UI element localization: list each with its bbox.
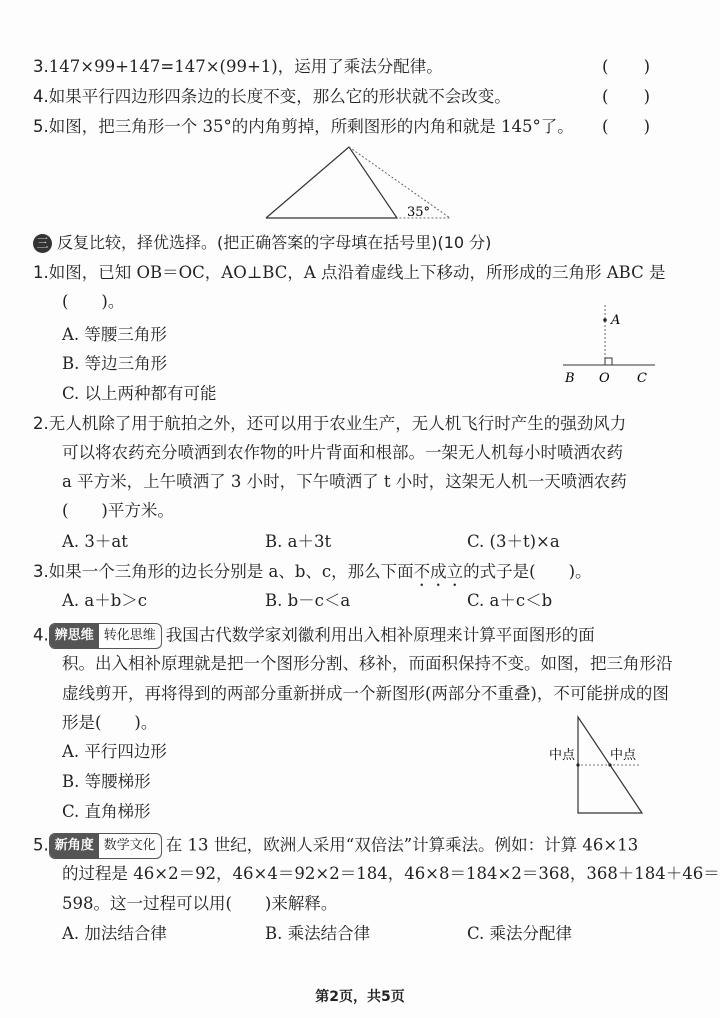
section-header (33, 232, 491, 254)
section-title: 反复比较，择优选择。(把正确答案的字母填在括号里)(10 分) (57, 233, 492, 252)
judge-q3 (33, 56, 443, 78)
q-text: 如图，已知 OB＝OC，AO⊥BC，A 点沿着虚线上下移动，所形成的三角形 ABC 是 (48, 263, 666, 282)
paren-close: ) (643, 57, 650, 76)
option-c: C. 以上两种都有可能 (62, 384, 217, 403)
q-text: 无人机除了用于航拍之外，还可以用于农业生产，无人机飞行时产生的强劲风力 (48, 414, 627, 433)
option-b: B. 乘法结合律 (265, 924, 371, 943)
q-number: 5. (33, 835, 49, 855)
q1-answer-blank[interactable]: ( )。 (62, 292, 125, 311)
triangle-figure (255, 140, 455, 225)
angle-label: 35° (407, 205, 431, 220)
judge-q4 (33, 86, 511, 108)
q4-line1 (33, 623, 595, 649)
option-c: C. a＋c＜b (467, 591, 553, 610)
q4-figure (545, 712, 655, 818)
option-a: A. 加法结合律 (62, 924, 167, 943)
emphasis-text: 不成立 (413, 562, 464, 581)
q1-line1 (33, 262, 665, 284)
q-number: 3. (33, 57, 49, 76)
option-a: A. 等腰三角形 (62, 325, 167, 344)
tag-badge (49, 623, 162, 649)
answer-paren[interactable] (602, 116, 650, 138)
paren-open: ( (602, 57, 609, 76)
page-footer: 第2页，共5页 (315, 989, 405, 1005)
q5-line3: 598。这一过程可以用( )来解释。 (62, 894, 338, 913)
q2-line4: ( )平方米。 (62, 501, 174, 520)
q-text: 如果平行四边形四条边的长度不变，那么它的形状就不会改变。 (48, 87, 511, 106)
q-text: 我国古代数学家刘徽利用出入相补原理来计算平面图形的面 (165, 625, 595, 645)
option-c: C. 直角梯形 (62, 802, 151, 821)
tag-secondary: 转化思维 (103, 628, 156, 643)
q3-line (33, 561, 592, 590)
paren-close: ) (643, 87, 650, 106)
q-number: 3. (33, 562, 49, 581)
paren-close: ) (643, 117, 650, 136)
q2-line2: 可以将农药充分喷洒到农作物的叶片背面和根部。一架无人机每小时喷洒农药 (62, 443, 623, 462)
option-a: A. 平行四边形 (62, 742, 167, 761)
q-text: 如图，把三角形一个 35°的内角剪掉，所剩图形的内角和就是 145°了。 (48, 117, 574, 136)
q1-figure (555, 300, 665, 390)
answer-paren[interactable] (602, 86, 650, 108)
q4-line3: 虚线剪开，再将得到的两部分重新拼成一个新图形(两部分不重叠)，不可能拼成的图 (62, 684, 669, 703)
answer-paren[interactable] (602, 56, 650, 78)
option-a: A. 3＋at (62, 532, 128, 551)
tag-primary: 新角度 (50, 834, 99, 858)
q5-line2: 的过程是 46×2＝92，46×4＝92×2＝184，46×8＝184×2＝368，368＋184＋46＝ (62, 864, 720, 883)
option-b: B. 等边三角形 (62, 354, 168, 373)
paren-open: ( (602, 87, 609, 106)
q5-line1 (33, 833, 638, 859)
q-number: 4. (33, 625, 49, 645)
option-a: A. a＋b＞c (62, 591, 148, 610)
tag-primary: 辨思维 (50, 624, 99, 648)
tag-badge (49, 833, 162, 859)
q-number: 5. (33, 117, 49, 136)
q2-line1 (33, 413, 626, 435)
q-text: 的式子是( )。 (463, 562, 592, 581)
q-text: 如果一个三角形的边长分别是 a、b、c，那么下面 (48, 562, 414, 581)
option-b: B. b－c＜a (265, 591, 351, 610)
q4-line2: 积。出入相补原理就是把一个图形分割、移补，而面积保持不变。如图，把三角形沿 (62, 654, 673, 673)
q-text: 147×99+147=147×(99+1)，运用了乘法分配律。 (48, 57, 443, 76)
section-number-icon: 三 (33, 234, 52, 253)
q4-line4: 形是( )。 (62, 713, 158, 732)
label-c: C (637, 371, 647, 386)
option-c: C. (3＋t)×a (467, 532, 560, 551)
label-o: O (599, 371, 610, 386)
q-number: 1. (33, 263, 49, 282)
option-b: B. 等腰梯形 (62, 772, 151, 791)
q2-line3: a 平方米，上午喷洒了 3 小时，下午喷洒了 t 小时，这架无人机一天喷洒农药 (62, 472, 627, 491)
label-b: B (565, 371, 575, 386)
midpoint-label: 中点 (610, 748, 637, 763)
judge-q5 (33, 116, 574, 138)
paren-open: ( (602, 117, 609, 136)
tag-secondary: 数学文化 (103, 838, 156, 853)
label-a: A (611, 313, 621, 328)
option-b: B. a＋3t (265, 532, 332, 551)
q-text: 在 13 世纪，欧洲人采用“双倍法”计算乘法。例如：计算 46×13 (165, 835, 639, 855)
midpoint-label: 中点 (549, 748, 576, 763)
option-c: C. 乘法分配律 (467, 924, 573, 943)
q-number: 2. (33, 414, 49, 433)
q-number: 4. (33, 87, 49, 106)
